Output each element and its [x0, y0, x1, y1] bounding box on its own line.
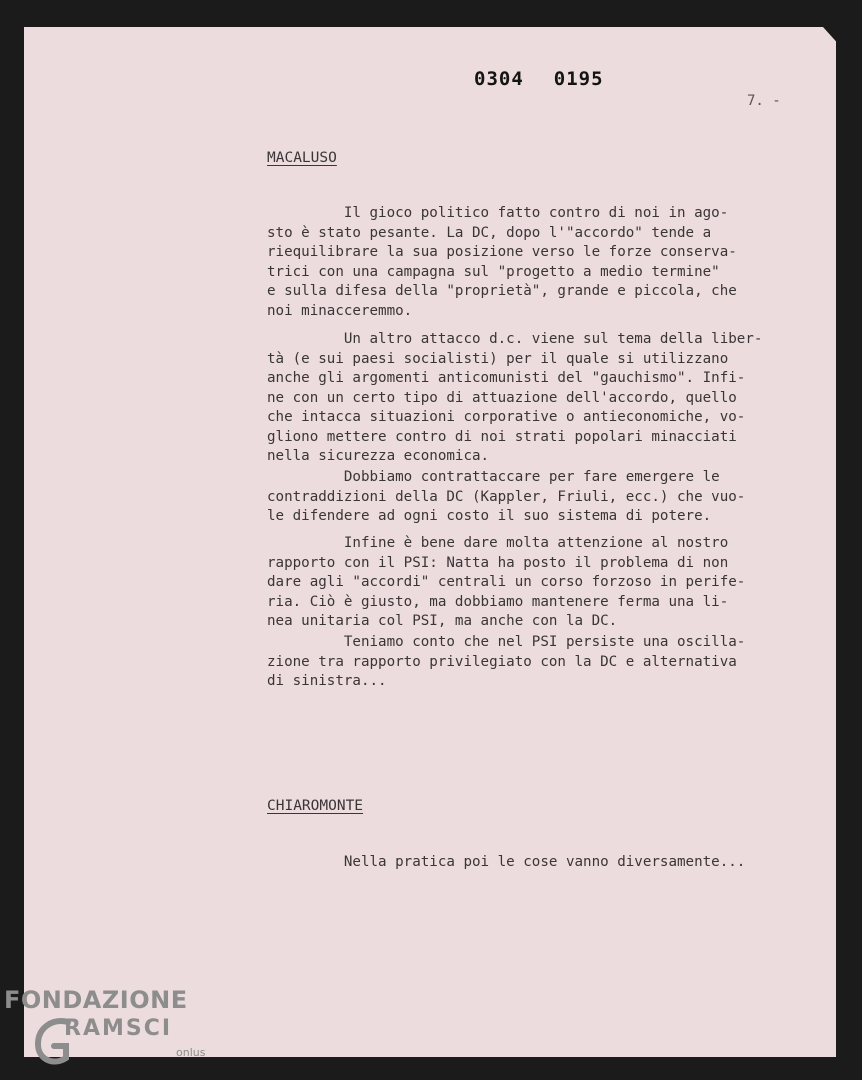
watermark-line2: RAMSCI — [64, 1016, 173, 1041]
archive-number-part: 0195 — [553, 68, 604, 90]
paragraph: Un altro attacco d.c. viene sul tema della liber- tà (e sui paesi socialisti) per il quale si utilizzano anche gli argomenti anticomunisti del "gauchismo". Infi- ne con un certo tipo di attuazione dell'accordo, quello che intacca situazioni corporative o antieconomiche, vo- gliono mettere contro di noi strati popolari minacciati nella sicurezza economica. — [267, 331, 763, 464]
paragraph: Dobbiamo contrattaccare per fare emergere le contraddizioni della DC (Kappler, Friuli, ecc.) che vuo- le difendere ad ogni costo il suo sistema di potere. — [267, 469, 746, 524]
speaker-heading: MACALUSO — [267, 150, 337, 166]
page-number: 7. - — [747, 93, 781, 109]
paragraph: Nella pratica poi le cose vanno diversamente... — [267, 854, 746, 870]
archive-number — [474, 68, 604, 90]
paragraph: Il gioco politico fatto contro di noi in ago- sto è stato pesante. La DC, dopo l'"accordo" tende a riequilibrare la sua posizione verso le forze conserva- trici con una campagna sul "progetto a medio termine" e sulla difesa della "proprietà", grande e piccola, che noi minacceremmo. — [267, 205, 737, 319]
paragraph: Teniamo conto che nel PSI persiste una oscilla- zione tra rapporto privilegiato con la DC e alternativa di sinistra... — [267, 634, 746, 689]
watermark-line1: FONDAZIONE — [4, 986, 188, 1014]
fondazione-gramsci-watermark — [4, 986, 219, 1080]
paragraph: Infine è bene dare molta attenzione al nostro rapporto con il PSI: Natta ha posto il problema di non dare agli "accordi" centrali un corso forzoso in perife- ria. Ciò è giusto, ma dobbiamo mantenere ferma una li- nea unitaria col PSI, ma anche con la DC. — [267, 535, 746, 629]
archive-number-part: 0304 — [474, 68, 524, 90]
watermark-line3: onlus — [176, 1046, 206, 1059]
speaker-heading: CHIAROMONTE — [267, 798, 364, 814]
